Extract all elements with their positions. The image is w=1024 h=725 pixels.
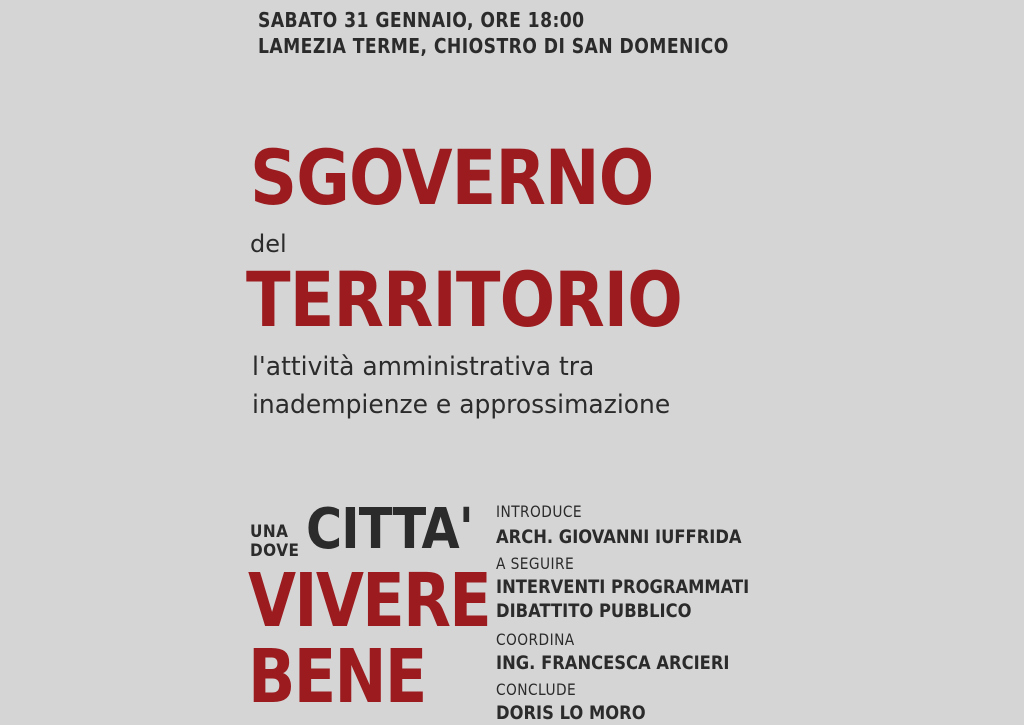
event-date: SABATO 31 GENNAIO, ORE 18:00 (258, 8, 585, 32)
subtitle-line-1: l'attività amministrativa tra (252, 352, 595, 382)
logo-dove: DOVE (250, 541, 300, 561)
coordina-label: COORDINA (496, 630, 575, 649)
event-place: LAMEZIA TERME, CHIOSTRO DI SAN DOMENICO (258, 34, 729, 58)
introduce-label: INTRODUCE (496, 502, 582, 521)
introduce-speaker: ARCH. GIOVANNI IUFFRIDA (496, 526, 742, 548)
seguire-item-2: DIBATTITO PUBBLICO (496, 600, 692, 622)
title-connector: del (250, 230, 287, 258)
conclude-label: CONCLUDE (496, 680, 577, 699)
seguire-label: A SEGUIRE (496, 554, 575, 573)
logo-vivere: VIVERE (248, 558, 491, 644)
subtitle-line-2: inadempienze e approssimazione (252, 390, 671, 420)
logo-citta: CITTA' (306, 497, 473, 562)
title-sgoverno: SGOVERNO (250, 133, 654, 222)
title-territorio: TERRITORIO (246, 255, 682, 344)
seguire-item-1: INTERVENTI PROGRAMMATI (496, 576, 750, 598)
coordina-speaker: ING. FRANCESCA ARCIERI (496, 652, 730, 674)
una-citta-logo (244, 497, 491, 725)
conclude-speaker: DORIS LO MORO (496, 702, 646, 724)
logo-bene: BENE (248, 634, 426, 720)
logo-una: UNA (250, 522, 289, 542)
